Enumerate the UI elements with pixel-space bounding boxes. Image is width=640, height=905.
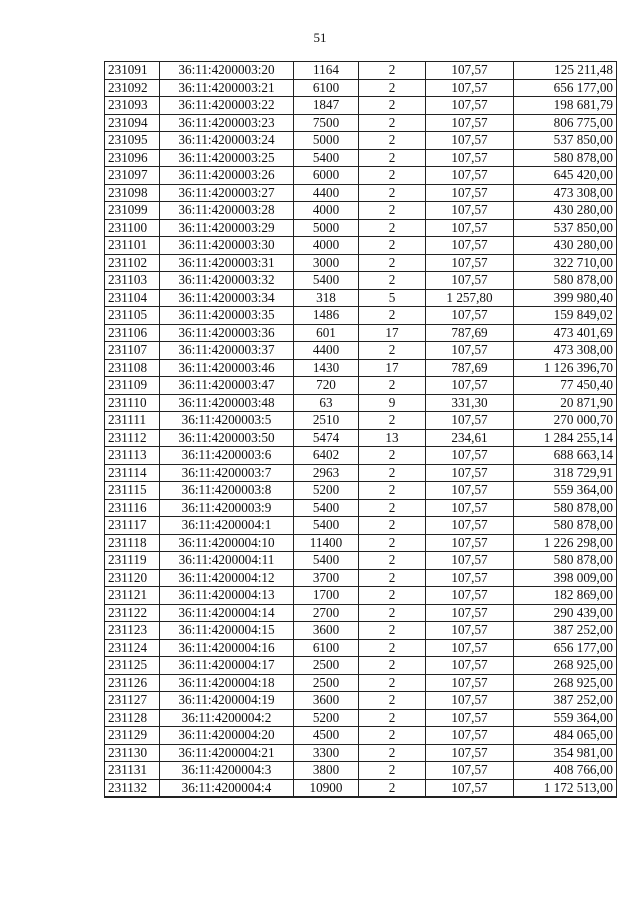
group-code-cell: 2 — [359, 604, 426, 622]
table-row — [105, 639, 617, 657]
cadastral-value-cell: 1 226 298,00 — [514, 534, 617, 552]
table-row — [105, 517, 617, 535]
row-number-cell: 231110 — [105, 394, 160, 412]
table-row — [105, 657, 617, 675]
cadastral-value-cell: 580 878,00 — [514, 149, 617, 167]
row-number-cell: 231108 — [105, 359, 160, 377]
row-number-cell: 231112 — [105, 429, 160, 447]
row-number-cell: 231120 — [105, 569, 160, 587]
area-cell: 2963 — [294, 464, 359, 482]
area-cell: 5400 — [294, 499, 359, 517]
row-number-cell: 231111 — [105, 412, 160, 430]
specific-value-cell: 107,57 — [426, 762, 514, 780]
table-row — [105, 184, 617, 202]
row-number-cell: 231114 — [105, 464, 160, 482]
table-row — [105, 132, 617, 150]
cadastral-number-cell: 36:11:4200003:47 — [160, 377, 294, 395]
table-row — [105, 79, 617, 97]
specific-value-cell: 107,57 — [426, 622, 514, 640]
cadastral-number-cell: 36:11:4200004:19 — [160, 692, 294, 710]
specific-value-cell: 107,57 — [426, 79, 514, 97]
area-cell: 3800 — [294, 762, 359, 780]
group-code-cell: 2 — [359, 674, 426, 692]
row-number-cell: 231106 — [105, 324, 160, 342]
specific-value-cell: 107,57 — [426, 97, 514, 115]
group-code-cell: 2 — [359, 744, 426, 762]
cadastral-number-cell: 36:11:4200003:23 — [160, 114, 294, 132]
cadastral-number-cell: 36:11:4200003:27 — [160, 184, 294, 202]
specific-value-cell: 107,57 — [426, 202, 514, 220]
table-row — [105, 569, 617, 587]
specific-value-cell: 107,57 — [426, 237, 514, 255]
cadastral-number-cell: 36:11:4200003:34 — [160, 289, 294, 307]
cadastral-value-cell: 580 878,00 — [514, 517, 617, 535]
cadastral-value-cell: 559 364,00 — [514, 709, 617, 727]
table-row — [105, 709, 617, 727]
area-cell: 4000 — [294, 202, 359, 220]
specific-value-cell: 107,57 — [426, 482, 514, 500]
group-code-cell: 5 — [359, 289, 426, 307]
group-code-cell: 2 — [359, 569, 426, 587]
specific-value-cell: 107,57 — [426, 272, 514, 290]
area-cell: 6100 — [294, 79, 359, 97]
cadastral-number-cell: 36:11:4200004:3 — [160, 762, 294, 780]
cadastral-number-cell: 36:11:4200004:10 — [160, 534, 294, 552]
cadastral-value-cell: 656 177,00 — [514, 79, 617, 97]
specific-value-cell: 107,57 — [426, 114, 514, 132]
area-cell: 1164 — [294, 62, 359, 80]
cadastral-value-cell: 430 280,00 — [514, 202, 617, 220]
specific-value-cell: 107,57 — [426, 604, 514, 622]
cadastral-value-cell: 656 177,00 — [514, 639, 617, 657]
row-number-cell: 231101 — [105, 237, 160, 255]
cadastral-value-cell: 473 308,00 — [514, 184, 617, 202]
row-number-cell: 231129 — [105, 727, 160, 745]
specific-value-cell: 787,69 — [426, 324, 514, 342]
row-number-cell: 231128 — [105, 709, 160, 727]
page-number: 51 — [313, 30, 327, 45]
table-row — [105, 674, 617, 692]
row-number-cell: 231100 — [105, 219, 160, 237]
cadastral-value-cell: 318 729,91 — [514, 464, 617, 482]
cadastral-value-cell: 125 211,48 — [514, 62, 617, 80]
cadastral-number-cell: 36:11:4200003:5 — [160, 412, 294, 430]
area-cell: 10900 — [294, 779, 359, 797]
row-number-cell: 231118 — [105, 534, 160, 552]
specific-value-cell: 107,57 — [426, 587, 514, 605]
group-code-cell: 17 — [359, 359, 426, 377]
group-code-cell: 2 — [359, 237, 426, 255]
specific-value-cell: 107,57 — [426, 499, 514, 517]
specific-value-cell: 107,57 — [426, 149, 514, 167]
group-code-cell: 2 — [359, 307, 426, 325]
specific-value-cell: 107,57 — [426, 692, 514, 710]
area-cell: 7500 — [294, 114, 359, 132]
table-row — [105, 534, 617, 552]
table-row — [105, 692, 617, 710]
cadastral-value-cell: 537 850,00 — [514, 132, 617, 150]
cadastral-number-cell: 36:11:4200004:11 — [160, 552, 294, 570]
table-row — [105, 587, 617, 605]
cadastral-number-cell: 36:11:4200004:13 — [160, 587, 294, 605]
group-code-cell: 2 — [359, 412, 426, 430]
cadastral-number-cell: 36:11:4200003:24 — [160, 132, 294, 150]
group-code-cell: 2 — [359, 482, 426, 500]
group-code-cell: 2 — [359, 464, 426, 482]
table-row — [105, 429, 617, 447]
table-row — [105, 727, 617, 745]
table-row — [105, 604, 617, 622]
area-cell: 5200 — [294, 482, 359, 500]
cadastral-value-cell: 198 681,79 — [514, 97, 617, 115]
table-row — [105, 762, 617, 780]
cadastral-value-cell: 182 869,00 — [514, 587, 617, 605]
area-cell: 63 — [294, 394, 359, 412]
cadastral-number-cell: 36:11:4200003:25 — [160, 149, 294, 167]
group-code-cell: 2 — [359, 272, 426, 290]
group-code-cell: 2 — [359, 97, 426, 115]
area-cell: 5400 — [294, 552, 359, 570]
cadastral-number-cell: 36:11:4200003:36 — [160, 324, 294, 342]
cadastral-value-cell: 645 420,00 — [514, 167, 617, 185]
table-row — [105, 219, 617, 237]
table-row — [105, 394, 617, 412]
specific-value-cell: 107,57 — [426, 534, 514, 552]
group-code-cell: 2 — [359, 517, 426, 535]
specific-value-cell: 107,57 — [426, 219, 514, 237]
specific-value-cell: 107,57 — [426, 639, 514, 657]
cadastral-number-cell: 36:11:4200004:2 — [160, 709, 294, 727]
cadastral-number-cell: 36:11:4200004:14 — [160, 604, 294, 622]
cadastral-value-cell: 322 710,00 — [514, 254, 617, 272]
area-cell: 1430 — [294, 359, 359, 377]
cadastral-value-cell: 473 308,00 — [514, 342, 617, 360]
cadastral-number-cell: 36:11:4200004:18 — [160, 674, 294, 692]
specific-value-cell: 107,57 — [426, 342, 514, 360]
cadastral-number-cell: 36:11:4200003:50 — [160, 429, 294, 447]
cadastral-value-cell: 268 925,00 — [514, 657, 617, 675]
cadastral-value-cell: 1 284 255,14 — [514, 429, 617, 447]
row-number-cell: 231103 — [105, 272, 160, 290]
cadastral-number-cell: 36:11:4200003:32 — [160, 272, 294, 290]
row-number-cell: 231116 — [105, 499, 160, 517]
row-number-cell: 231126 — [105, 674, 160, 692]
cadastral-value-cell: 580 878,00 — [514, 552, 617, 570]
group-code-cell: 2 — [359, 219, 426, 237]
specific-value-cell: 107,57 — [426, 727, 514, 745]
cadastral-number-cell: 36:11:4200003:28 — [160, 202, 294, 220]
row-number-cell: 231113 — [105, 447, 160, 465]
cadastral-number-cell: 36:11:4200003:37 — [160, 342, 294, 360]
row-number-cell: 231131 — [105, 762, 160, 780]
specific-value-cell: 107,57 — [426, 167, 514, 185]
cadastral-value-cell: 77 450,40 — [514, 377, 617, 395]
group-code-cell: 2 — [359, 534, 426, 552]
row-number-cell: 231105 — [105, 307, 160, 325]
group-code-cell: 2 — [359, 377, 426, 395]
row-number-cell: 231102 — [105, 254, 160, 272]
area-cell: 3700 — [294, 569, 359, 587]
group-code-cell: 2 — [359, 692, 426, 710]
row-number-cell: 231132 — [105, 779, 160, 797]
cadastral-value-cell: 399 980,40 — [514, 289, 617, 307]
row-number-cell: 231093 — [105, 97, 160, 115]
specific-value-cell: 1 257,80 — [426, 289, 514, 307]
group-code-cell: 2 — [359, 622, 426, 640]
area-cell: 3000 — [294, 254, 359, 272]
area-cell: 2700 — [294, 604, 359, 622]
table-row — [105, 202, 617, 220]
row-number-cell: 231123 — [105, 622, 160, 640]
cadastral-value-cell: 688 663,14 — [514, 447, 617, 465]
group-code-cell: 2 — [359, 79, 426, 97]
area-cell: 720 — [294, 377, 359, 395]
table-row — [105, 359, 617, 377]
area-cell: 5000 — [294, 132, 359, 150]
area-cell: 318 — [294, 289, 359, 307]
group-code-cell: 9 — [359, 394, 426, 412]
table-row — [105, 412, 617, 430]
row-number-cell: 231117 — [105, 517, 160, 535]
area-cell: 601 — [294, 324, 359, 342]
group-code-cell: 2 — [359, 132, 426, 150]
cadastral-number-cell: 36:11:4200003:6 — [160, 447, 294, 465]
cadastral-number-cell: 36:11:4200004:17 — [160, 657, 294, 675]
cadastral-number-cell: 36:11:4200004:15 — [160, 622, 294, 640]
cadastral-value-cell: 408 766,00 — [514, 762, 617, 780]
row-number-cell: 231104 — [105, 289, 160, 307]
group-code-cell: 2 — [359, 552, 426, 570]
area-cell: 1486 — [294, 307, 359, 325]
table-row — [105, 97, 617, 115]
group-code-cell: 2 — [359, 202, 426, 220]
row-number-cell: 231095 — [105, 132, 160, 150]
area-cell: 2500 — [294, 674, 359, 692]
specific-value-cell: 107,57 — [426, 517, 514, 535]
cadastral-number-cell: 36:11:4200003:31 — [160, 254, 294, 272]
table-row — [105, 149, 617, 167]
table-row — [105, 622, 617, 640]
row-number-cell: 231130 — [105, 744, 160, 762]
specific-value-cell: 107,57 — [426, 779, 514, 797]
table-row — [105, 779, 617, 797]
cadastral-value-cell: 580 878,00 — [514, 499, 617, 517]
group-code-cell: 2 — [359, 254, 426, 272]
cadastral-value-cell: 1 172 513,00 — [514, 779, 617, 797]
cadastral-value-cell: 473 401,69 — [514, 324, 617, 342]
specific-value-cell: 787,69 — [426, 359, 514, 377]
group-code-cell: 2 — [359, 587, 426, 605]
area-cell: 5200 — [294, 709, 359, 727]
row-number-cell: 231094 — [105, 114, 160, 132]
cadastral-number-cell: 36:11:4200004:20 — [160, 727, 294, 745]
cadastral-number-cell: 36:11:4200003:29 — [160, 219, 294, 237]
row-number-cell: 231109 — [105, 377, 160, 395]
specific-value-cell: 107,57 — [426, 709, 514, 727]
cadastral-value-cell: 387 252,00 — [514, 622, 617, 640]
table-row — [105, 237, 617, 255]
area-cell: 3600 — [294, 622, 359, 640]
table-row — [105, 499, 617, 517]
cadastral-value-cell: 387 252,00 — [514, 692, 617, 710]
group-code-cell: 2 — [359, 167, 426, 185]
group-code-cell: 2 — [359, 114, 426, 132]
cadastral-number-cell: 36:11:4200004:12 — [160, 569, 294, 587]
area-cell: 6402 — [294, 447, 359, 465]
area-cell: 3300 — [294, 744, 359, 762]
area-cell: 6000 — [294, 167, 359, 185]
area-cell: 5474 — [294, 429, 359, 447]
cadastral-value-cell: 537 850,00 — [514, 219, 617, 237]
cadastral-value-cell: 354 981,00 — [514, 744, 617, 762]
cadastral-number-cell: 36:11:4200004:16 — [160, 639, 294, 657]
specific-value-cell: 107,57 — [426, 447, 514, 465]
area-cell: 1847 — [294, 97, 359, 115]
group-code-cell: 13 — [359, 429, 426, 447]
area-cell: 5400 — [294, 149, 359, 167]
cadastral-value-cell: 159 849,02 — [514, 307, 617, 325]
table-row — [105, 377, 617, 395]
cadastral-number-cell: 36:11:4200003:35 — [160, 307, 294, 325]
area-cell: 6100 — [294, 639, 359, 657]
cadastral-value-cell: 806 775,00 — [514, 114, 617, 132]
cadastral-value-cell: 268 925,00 — [514, 674, 617, 692]
specific-value-cell: 107,57 — [426, 744, 514, 762]
specific-value-cell: 107,57 — [426, 657, 514, 675]
area-cell: 2510 — [294, 412, 359, 430]
group-code-cell: 2 — [359, 342, 426, 360]
table-row — [105, 447, 617, 465]
specific-value-cell: 234,61 — [426, 429, 514, 447]
cadastral-number-cell: 36:11:4200004:4 — [160, 779, 294, 797]
table-row — [105, 62, 617, 80]
area-cell: 11400 — [294, 534, 359, 552]
group-code-cell: 2 — [359, 62, 426, 80]
group-code-cell: 2 — [359, 779, 426, 797]
group-code-cell: 2 — [359, 639, 426, 657]
table-row — [105, 167, 617, 185]
cadastral-value-cell: 20 871,90 — [514, 394, 617, 412]
specific-value-cell: 107,57 — [426, 184, 514, 202]
cadastral-value-table — [104, 61, 617, 798]
specific-value-cell: 107,57 — [426, 377, 514, 395]
specific-value-cell: 107,57 — [426, 552, 514, 570]
cadastral-value-cell: 270 000,70 — [514, 412, 617, 430]
row-number-cell: 231119 — [105, 552, 160, 570]
cadastral-value-cell: 580 878,00 — [514, 272, 617, 290]
table-row — [105, 552, 617, 570]
row-number-cell: 231096 — [105, 149, 160, 167]
row-number-cell: 231097 — [105, 167, 160, 185]
area-cell: 4400 — [294, 342, 359, 360]
group-code-cell: 2 — [359, 447, 426, 465]
area-cell: 1700 — [294, 587, 359, 605]
row-number-cell: 231124 — [105, 639, 160, 657]
table-row — [105, 324, 617, 342]
row-number-cell: 231107 — [105, 342, 160, 360]
cadastral-number-cell: 36:11:4200003:20 — [160, 62, 294, 80]
specific-value-cell: 107,57 — [426, 464, 514, 482]
cadastral-value-cell: 290 439,00 — [514, 604, 617, 622]
cadastral-number-cell: 36:11:4200003:48 — [160, 394, 294, 412]
table-row — [105, 744, 617, 762]
group-code-cell: 2 — [359, 499, 426, 517]
group-code-cell: 2 — [359, 149, 426, 167]
cadastral-value-cell: 430 280,00 — [514, 237, 617, 255]
cadastral-value-cell: 484 065,00 — [514, 727, 617, 745]
group-code-cell: 2 — [359, 762, 426, 780]
cadastral-value-cell: 398 009,00 — [514, 569, 617, 587]
specific-value-cell: 107,57 — [426, 569, 514, 587]
area-cell: 2500 — [294, 657, 359, 675]
row-number-cell: 231125 — [105, 657, 160, 675]
row-number-cell: 231091 — [105, 62, 160, 80]
table-row — [105, 289, 617, 307]
row-number-cell: 231122 — [105, 604, 160, 622]
cadastral-number-cell: 36:11:4200003:9 — [160, 499, 294, 517]
area-cell: 4000 — [294, 237, 359, 255]
area-cell: 4400 — [294, 184, 359, 202]
cadastral-number-cell: 36:11:4200003:21 — [160, 79, 294, 97]
row-number-cell: 231092 — [105, 79, 160, 97]
specific-value-cell: 331,30 — [426, 394, 514, 412]
specific-value-cell: 107,57 — [426, 254, 514, 272]
row-number-cell: 231127 — [105, 692, 160, 710]
cadastral-number-cell: 36:11:4200003:30 — [160, 237, 294, 255]
table-row — [105, 114, 617, 132]
specific-value-cell: 107,57 — [426, 674, 514, 692]
table-body — [105, 62, 617, 798]
cadastral-number-cell: 36:11:4200004:1 — [160, 517, 294, 535]
group-code-cell: 2 — [359, 184, 426, 202]
area-cell: 5400 — [294, 517, 359, 535]
area-cell: 5400 — [294, 272, 359, 290]
area-cell: 5000 — [294, 219, 359, 237]
group-code-cell: 2 — [359, 709, 426, 727]
specific-value-cell: 107,57 — [426, 132, 514, 150]
specific-value-cell: 107,57 — [426, 307, 514, 325]
cadastral-number-cell: 36:11:4200003:46 — [160, 359, 294, 377]
group-code-cell: 2 — [359, 657, 426, 675]
cadastral-number-cell: 36:11:4200003:8 — [160, 482, 294, 500]
specific-value-cell: 107,57 — [426, 412, 514, 430]
table-row — [105, 482, 617, 500]
cadastral-value-cell: 1 126 396,70 — [514, 359, 617, 377]
table-row — [105, 254, 617, 272]
area-cell: 3600 — [294, 692, 359, 710]
row-number-cell: 231098 — [105, 184, 160, 202]
cadastral-number-cell: 36:11:4200003:22 — [160, 97, 294, 115]
table-row — [105, 342, 617, 360]
table-row — [105, 307, 617, 325]
row-number-cell: 231115 — [105, 482, 160, 500]
cadastral-number-cell: 36:11:4200004:21 — [160, 744, 294, 762]
table-row — [105, 272, 617, 290]
table-row — [105, 464, 617, 482]
row-number-cell: 231099 — [105, 202, 160, 220]
specific-value-cell: 107,57 — [426, 62, 514, 80]
area-cell: 4500 — [294, 727, 359, 745]
group-code-cell: 17 — [359, 324, 426, 342]
group-code-cell: 2 — [359, 727, 426, 745]
cadastral-value-cell: 559 364,00 — [514, 482, 617, 500]
cadastral-number-cell: 36:11:4200003:7 — [160, 464, 294, 482]
cadastral-number-cell: 36:11:4200003:26 — [160, 167, 294, 185]
row-number-cell: 231121 — [105, 587, 160, 605]
